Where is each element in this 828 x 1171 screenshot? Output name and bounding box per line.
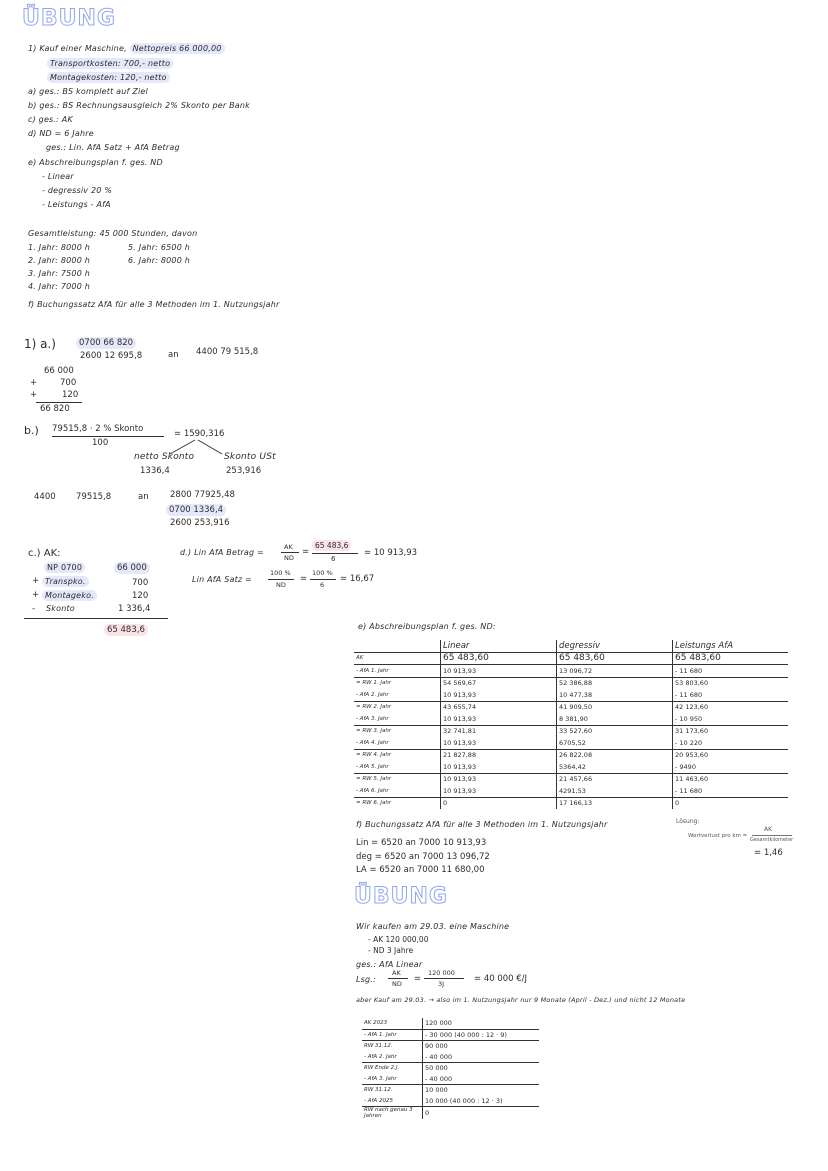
- side-note-label: Lösung:: [676, 818, 700, 825]
- task-e: e) Abschreibungsplan f. ges. ND: [28, 158, 163, 167]
- ex2-table-row: [362, 1029, 539, 1041]
- depreciation-plan-table: [354, 640, 788, 809]
- sol-a-sum: 66 820: [40, 404, 70, 414]
- sol-c-minus: -: [32, 604, 36, 614]
- ex2-table-row: [362, 1052, 539, 1063]
- sol-d-betrag-label: d.) Lin AfA Betrag =: [180, 548, 264, 557]
- plan-row-label: = RW 5. Jahr: [356, 776, 392, 783]
- plan-cell: 8 381,90: [557, 713, 673, 725]
- ex2-frac-bot: ND: [392, 980, 402, 988]
- plan-cell: - 11 680: [673, 785, 789, 797]
- ex2-row-label: RW 31.12.: [364, 1087, 393, 1094]
- plan-row: [354, 773, 788, 785]
- sol-a-debit-1: 0700 66 820: [76, 337, 136, 349]
- plan-row: [354, 701, 788, 713]
- ex2-line-1: Wir kaufen am 29.03. eine Maschine: [356, 922, 510, 931]
- plan-row: [354, 689, 788, 701]
- task-f: f) Buchungssatz AfA für alle 3 Methoden im 1. Nutzungsjahr: [28, 300, 280, 309]
- sol-f-leistung: LA = 6520 an 7000 11 680,00: [356, 865, 485, 875]
- ex2-line-2: - AK 120 000,00: [368, 935, 429, 944]
- plan-cell: - 9490: [673, 761, 789, 773]
- sol-a-debit-2: 2600 12 695,8: [80, 351, 143, 361]
- plan-cell: 20 953,60: [673, 749, 789, 761]
- plan-row-label: = RW 6. Jahr: [356, 800, 392, 807]
- plan-cell: 31 173,60: [673, 725, 789, 737]
- ex2-row-label: RW nach genau 3 Jahren: [364, 1107, 413, 1119]
- ex2-frac-line: [388, 978, 408, 979]
- task-net-price: Nettopreis 66 000,00: [130, 43, 225, 54]
- task-year-5: 5. Jahr: 6500 h: [128, 243, 191, 252]
- task-c: c) ges.: AK: [28, 115, 73, 124]
- sol-b-frac-line: [52, 436, 164, 437]
- plan-row: [354, 665, 788, 678]
- plan-row: [354, 737, 788, 749]
- sol-a-plus-2: +: [30, 390, 38, 400]
- sol-b-bs-amount: 79515,8: [76, 492, 112, 502]
- sol-d-f2-line: [312, 553, 358, 554]
- sol-b-skonto-ust-value: 253,916: [226, 466, 262, 476]
- plan-cell: 10 913,93: [441, 773, 557, 785]
- sol-b-net-skonto-value: 1336,4: [140, 466, 170, 476]
- ex2-frac2-line: [424, 978, 464, 979]
- sol-d-f1-line: [281, 552, 299, 553]
- sol-d-f4-line: [310, 579, 336, 580]
- plan-cell: 10 913,93: [441, 665, 557, 678]
- sol-d-f2-top: 65 483,6: [312, 540, 351, 551]
- plan-row: [354, 677, 788, 689]
- plan-cell: 5364,42: [557, 761, 673, 773]
- sol-f-degressiv: deg = 6520 an 7000 13 096,72: [356, 852, 490, 862]
- sol-c-mounting: Montageko.: [42, 590, 97, 601]
- task-transport: Transportkosten: 700,- netto: [47, 58, 173, 69]
- ex2-row-label: AK 2023: [362, 1018, 423, 1029]
- sol-d-f3-line: [268, 579, 294, 580]
- ex2-row-value: - 40 000: [423, 1074, 540, 1085]
- plan-cell: 11 463,60: [673, 773, 789, 785]
- ex2-result: = 40 000 €/J: [474, 974, 528, 984]
- plan-row-label: - AfA 1. Jahr: [354, 665, 441, 678]
- ex2-row-value: 10 000: [423, 1085, 540, 1096]
- side-note-text: Wertverlust pro km =: [688, 833, 748, 839]
- plan-row-label: - AfA 2. Jahr: [354, 689, 441, 701]
- ex2-table-row: [362, 1063, 539, 1074]
- ex2-row-value: - 30 000 (40 000 : 12 · 9): [423, 1029, 540, 1041]
- sol-c-skonto-value: 1 336,4: [118, 604, 151, 614]
- plan-row: [354, 797, 788, 809]
- sol-b-bs-account: 4400: [34, 492, 56, 502]
- task-year-2: 2. Jahr: 8000 h: [28, 256, 91, 265]
- plan-cell: 26 822,08: [557, 749, 673, 761]
- plan-row-label: - AfA 6. Jahr: [354, 785, 441, 797]
- plan-row: [354, 761, 788, 773]
- sol-c-skonto: Skonto: [46, 604, 75, 613]
- ex2-row-label: - AfA 1. Jahr: [362, 1029, 423, 1041]
- ex2-row-value: 120 000: [423, 1018, 540, 1029]
- plan-header-degressiv: degressiv: [557, 640, 673, 652]
- plan-cell: 10 913,93: [441, 737, 557, 749]
- plan-cell: 32 741,81: [441, 725, 557, 737]
- side-note-result: = 1,46: [754, 848, 783, 858]
- sol-a-calc-2: 700: [60, 378, 77, 388]
- sol-b-skonto-ust-label: Skonto USt: [224, 452, 276, 462]
- sol-a-label: 1) a.): [24, 337, 56, 351]
- ex2-table-row: [362, 1096, 539, 1107]
- sol-d-f3-top: 100 %: [270, 569, 291, 577]
- plan-cell: - 10 220: [673, 737, 789, 749]
- ex2-table-row: [362, 1018, 539, 1029]
- sol-b-result: = 1590,316: [174, 429, 225, 439]
- sol-b-label: b.): [24, 424, 39, 437]
- plan-cell: 10 913,93: [441, 761, 557, 773]
- plan-row-label: - AfA 4. Jahr: [354, 737, 441, 749]
- plan-row: [354, 725, 788, 737]
- plan-cell: 65 483,60: [557, 652, 673, 665]
- plan-cell: 10 477,38: [557, 689, 673, 701]
- sol-b-net-skonto-label: netto Skonto: [134, 452, 195, 462]
- plan-cell: 10 913,93: [441, 713, 557, 725]
- section-title-2: ÜBUNG: [354, 884, 448, 909]
- plan-cell: 4291,53: [557, 785, 673, 797]
- sol-a-credit: 4400 79 515,8: [196, 347, 259, 357]
- sol-c-np: NP 0700: [44, 562, 85, 573]
- ex2-eq: =: [414, 974, 422, 984]
- plan-row-label: AK: [354, 652, 441, 665]
- task-line-1a: 1) Kauf einer Maschine,: [28, 44, 127, 53]
- plan-cell: 10 913,93: [441, 689, 557, 701]
- plan-cell: 17 166,13: [557, 797, 673, 809]
- sol-d-eq-1: =: [302, 547, 310, 557]
- side-note-frac-bot: Gesamtkilometer: [750, 837, 794, 843]
- ex2-table-row: [362, 1107, 539, 1120]
- plan-cell: - 10 950: [673, 713, 789, 725]
- plan-cell: - 11 680: [673, 665, 789, 678]
- plan-cell: 42 123,60: [673, 701, 789, 713]
- ex2-row-value: 50 000: [423, 1063, 540, 1074]
- ex2-frac-top: AK: [392, 969, 401, 977]
- page-title: ÜBUNG: [22, 6, 116, 31]
- sol-d-f2-bot: 6: [331, 555, 336, 563]
- ex2-row-value: - 40 000: [423, 1052, 540, 1063]
- plan-cell: 33 527,60: [557, 725, 673, 737]
- ex2-frac2-bot: 3J: [438, 980, 445, 988]
- sol-c-transport: Transpko.: [42, 576, 89, 587]
- task-e-linear: - Linear: [42, 172, 74, 181]
- task-e-degressiv: - degressiv 20 %: [42, 186, 113, 195]
- plan-cell: 52 386,88: [557, 677, 673, 689]
- plan-row-label: = RW 1. Jahr: [356, 680, 392, 687]
- plan-cell: 0: [441, 797, 557, 809]
- sol-b-bs-credit-2: 0700 1336,4: [166, 504, 226, 516]
- plan-header-linear: Linear: [441, 640, 557, 652]
- sol-d-f3-bot: ND: [276, 581, 286, 589]
- plan-header-leistung: Leistungs AfA: [673, 640, 789, 652]
- plan-cell: - 11 680: [673, 689, 789, 701]
- plan-cell: 21 827,88: [441, 749, 557, 761]
- sol-b-bs-an: an: [138, 492, 149, 502]
- sol-d-f4-bot: 6: [320, 581, 325, 589]
- side-note-frac-line: [752, 835, 792, 836]
- ex2-table-row: [362, 1085, 539, 1096]
- task-year-1: 1. Jahr: 8000 h: [28, 243, 91, 252]
- ex2-note: aber Kauf am 29.03. → also im 1. Nutzungsjahr nur 9 Monate (April - Dez.) und nicht 12 Monate: [356, 996, 686, 1004]
- sol-d-f4-top: 100 %: [312, 569, 333, 577]
- ex2-table-row: [362, 1074, 539, 1085]
- plan-row: [354, 785, 788, 797]
- task-a: a) ges.: BS komplett auf Ziel: [28, 87, 148, 96]
- plan-cell: 65 483,60: [441, 652, 557, 665]
- sol-a-an: an: [168, 350, 179, 360]
- sol-c-result: 65 483,6: [104, 624, 148, 636]
- ex2-row-label: - AfA 2. Jahr: [362, 1052, 423, 1063]
- ex2-depreciation-table: [362, 1018, 539, 1119]
- sol-c-plus-2: +: [32, 590, 40, 600]
- task-d: d) ND = 6 Jahre: [28, 129, 94, 138]
- sol-d-betrag-result: = 10 913,93: [364, 548, 418, 558]
- plan-row-label: = RW 2. Jahr: [356, 704, 392, 711]
- plan-row: [354, 713, 788, 725]
- sol-a-sum-rule: [36, 402, 82, 403]
- plan-row: [354, 749, 788, 761]
- plan-cell: 54 569,67: [441, 677, 557, 689]
- plan-row-label: = RW 4. Jahr: [356, 752, 392, 759]
- sol-d-eq-2: =: [300, 574, 308, 584]
- side-note-frac-top: AK: [764, 826, 773, 833]
- task-e-leistung: - Leistungs - AfA: [42, 200, 111, 209]
- sol-c-np-value: 66 000: [114, 562, 150, 574]
- sol-c-label: c.) AK:: [28, 548, 61, 559]
- task-mounting: Montagekosten: 120,- netto: [47, 72, 170, 83]
- sol-d-satz-label: Lin AfA Satz =: [192, 575, 252, 584]
- plan-cell: 10 913,93: [441, 785, 557, 797]
- plan-row: [354, 652, 788, 665]
- plan-cell: 21 457,66: [557, 773, 673, 785]
- sol-a-calc-3: 120: [62, 390, 79, 400]
- sol-d-f1-top: AK: [284, 543, 293, 551]
- task-year-6: 6. Jahr: 8000 h: [128, 256, 191, 265]
- sol-b-bs-credit-1: 2800 77925,48: [170, 490, 235, 500]
- plan-row-label: = RW 3. Jahr: [356, 728, 392, 735]
- ex2-table-row: [362, 1041, 539, 1052]
- sol-c-sum-rule: [24, 618, 168, 619]
- sol-b-frac-top: 79515,8 · 2 % Skonto: [52, 424, 144, 434]
- plan-title: e) Abschreibungsplan f. ges. ND:: [358, 622, 496, 631]
- sol-a-calc-1: 66 000: [44, 366, 74, 376]
- task-year-3: 3. Jahr: 7500 h: [28, 269, 91, 278]
- plan-cell: 53 803,60: [673, 677, 789, 689]
- sol-c-plus-1: +: [32, 576, 40, 586]
- plan-cell: 0: [673, 797, 789, 809]
- plan-header-row: [354, 640, 788, 652]
- plan-cell: 13 096,72: [557, 665, 673, 678]
- task-b: b) ges.: BS Rechnungsausgleich 2% Skonto per Bank: [28, 101, 251, 110]
- sol-c-transport-value: 700: [132, 578, 149, 588]
- ex2-row-label: RW Ende 2.J.: [364, 1065, 400, 1072]
- sol-c-mounting-value: 120: [132, 591, 149, 601]
- sol-a-plus-1: +: [30, 378, 38, 388]
- ex2-row-label: - AfA 2025: [362, 1096, 423, 1107]
- ex2-row-value: 90 000: [423, 1041, 540, 1052]
- sol-b-frac-bot: 100: [92, 438, 109, 448]
- plan-cell: 43 655,74: [441, 701, 557, 713]
- sol-b-bs-credit-3: 2600 253,916: [170, 518, 230, 528]
- plan-cell: 6705,52: [557, 737, 673, 749]
- ex2-line-4: ges.: AfA Linear: [356, 960, 423, 969]
- ex2-row-value: 10 000 (40 000 : 12 · 3): [423, 1096, 540, 1107]
- sol-d-satz-result: = 16,67: [340, 574, 375, 584]
- plan-cell: 65 483,60: [673, 652, 789, 665]
- ex2-row-value: 0: [423, 1107, 540, 1120]
- sol-f-label: f) Buchungssatz AfA für alle 3 Methoden im 1. Nutzungsjahr: [356, 820, 608, 829]
- plan-row-label: - AfA 5. Jahr: [354, 761, 441, 773]
- ex2-frac2-top: 120 000: [428, 969, 455, 977]
- sol-d-f1-bot: ND: [284, 554, 294, 562]
- plan-cell: 41 909,50: [557, 701, 673, 713]
- plan-header-blank: [354, 640, 441, 652]
- ex2-lsg: Lsg.:: [356, 975, 376, 984]
- task-d-ges: ges.: Lin. AfA Satz + AfA Betrag: [46, 143, 180, 152]
- task-total-performance: Gesamtleistung: 45 000 Stunden, davon: [28, 229, 198, 238]
- ex2-row-label: RW 31.12.: [364, 1043, 393, 1050]
- task-year-4: 4. Jahr: 7000 h: [28, 282, 91, 291]
- sol-f-linear: Lin = 6520 an 7000 10 913,93: [356, 838, 487, 848]
- plan-row-label: - AfA 3. Jahr: [354, 713, 441, 725]
- ex2-row-label: - AfA 3. Jahr: [362, 1074, 423, 1085]
- ex2-line-3: - ND 3 Jahre: [368, 946, 414, 955]
